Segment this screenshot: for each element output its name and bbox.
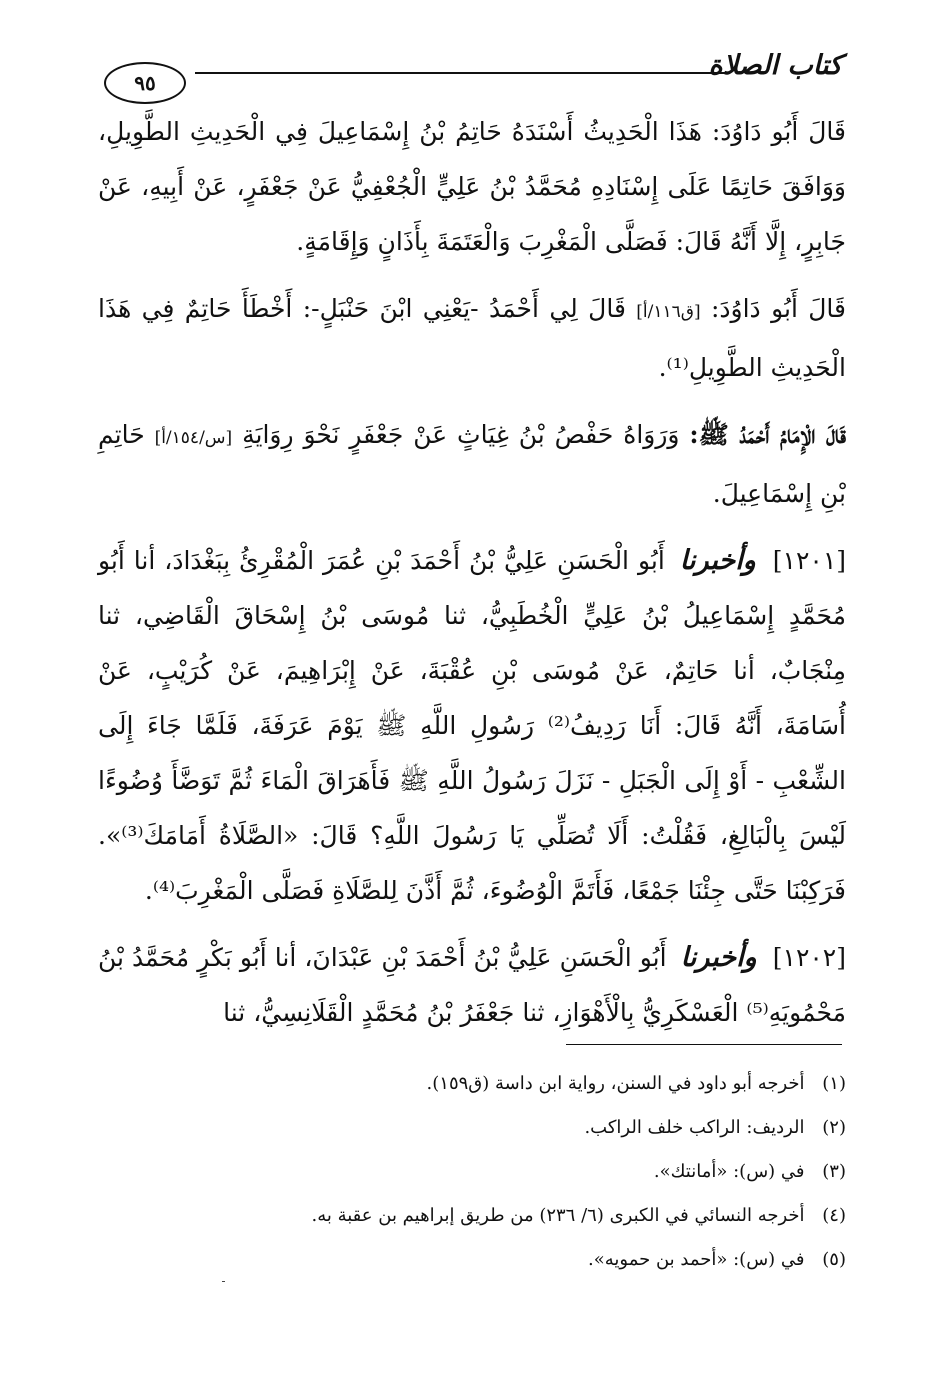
- page-number: ٩٥: [134, 71, 156, 95]
- footnote-number: (٥): [822, 1249, 846, 1270]
- footnote-text: أخرجه النسائي في الكبرى (٦/ ٢٣٦) من طريق إبراهيم بن عقبة به.: [311, 1205, 805, 1226]
- akhbarana-label: وأخبرنا: [679, 545, 756, 576]
- imam-heading: قَالَ الْإِمَامُ أَحْمَدُ ﷺ:: [689, 420, 847, 449]
- footnote-number: (٤): [822, 1205, 846, 1226]
- footnote-item: [98, 1194, 846, 1238]
- page-header: [100, 42, 842, 112]
- footnotes: [98, 1062, 846, 1282]
- manuscript-ref: [ق١١٦/أ]: [636, 302, 701, 322]
- footnote-text: الرديف: الراكب خلف الراكب.: [584, 1117, 805, 1138]
- footnote-separator: [566, 1044, 842, 1045]
- header-rule: [195, 72, 730, 74]
- paragraph-abu-dawud-1: [98, 104, 846, 269]
- footnote-item: [98, 1238, 846, 1282]
- paragraph-lead: قَالَ أَبُو دَاوُدَ:: [710, 294, 846, 323]
- main-text: [98, 104, 846, 1052]
- footnote-text: في (س): «أمانتك».: [653, 1161, 805, 1182]
- hadith-text: أَبُو الْحَسَنِ عَلِيُّ بْنُ أَحْمَدَ بْنِ عُمَرَ الْمُقْرِئُ بِبَغْدَادَ، أنا أَبُو مُحَمَّدٍ إِسْمَاعِيلُ بْنُ عَلِيٍّ الْخُطَبِيُّ، ثنا مُوسَى بْنُ إِسْحَاقَ الْقَاضِي، ثنا مِنْجَابٌ، أنا حَاتِمٌ، عَنْ مُوسَى بْنِ عُقْبَةَ، عَنْ إِبْرَاهِيمَ، عَنْ كُرَيْبٍ، عَنْ أُسَامَةَ، أَنَّهُ قَالَ: أَنَا رَدِيفُ⁽²⁾ رَسُولِ اللَّهِ ﷺ يَوْمَ عَرَفَةَ، فَلَمَّا جَاءَ إِلَى الشِّعْبِ - أَوْ إِلَى الْجَبَلِ - نَزَلَ رَسُولُ اللَّهِ ﷺ فَأَهَرَاقَ الْمَاءَ ثُمَّ تَوَضَّأَ وُضُوءًا لَيْسَ بِالْبَالِغِ، فَقُلْتُ: أَلَا تُصَلِّي يَا رَسُولَ اللَّهِ؟ قَالَ: «الصَّلَاةُ أَمَامَكَ⁽³⁾». فَرَكِبْنَا حَتَّى جِئْنَا جَمْعًا، فَأَتَمَّ الْوُضُوءَ، ثُمَّ أَذَّنَ لِلصَّلَاةِ فَصَلَّى الْمَغْرِبَ⁽⁴⁾.: [98, 546, 846, 905]
- paragraph-imam-ahmad: [98, 407, 846, 521]
- hadith-text: أَبُو الْحَسَنِ عَلِيُّ بْنُ أَحْمَدَ بْنِ عَبْدَانَ، أنا أَبُو بَكْرٍ مُحَمَّدُ بْنُ مَحْمُويَهِ⁽⁵⁾ الْعَسْكَرِيُّ بِالْأَهْوَازِ، ثنا جَعْفَرُ بْنُ مُحَمَّدٍ الْقَلَانِسِيُّ، ثنا: [98, 943, 846, 1027]
- akhbarana-label: وأخبرنا: [680, 942, 757, 973]
- book-title: كتاب الصلاة: [708, 50, 842, 81]
- footnote-number: (٢): [822, 1117, 846, 1138]
- footnote-number: (١): [822, 1073, 846, 1094]
- footnote-number: (٣): [822, 1161, 846, 1182]
- manuscript-ref: [س/١٥٤/أ]: [154, 428, 233, 448]
- paragraph-text: وَرَوَاهُ حَفْصُ بْنُ غِيَاثٍ عَنْ جَعْفَرٍ نَحْوَ رِوَايَةِ: [242, 420, 680, 449]
- paragraph-tail: حَاتِمِ بْنِ إِسْمَاعِيلَ.: [98, 420, 846, 508]
- hadith-number: [١٢٠١]: [772, 546, 847, 575]
- paragraph-text: قَالَ لِي أَحْمَدُ -يَعْنِي ابْنَ حَنْبَلٍ-: أَخْطَأَ حَاتِمٌ فِي هَذَا الْحَدِيثِ الطَّوِيلِ⁽¹⁾.: [98, 294, 846, 382]
- footnote-item: [98, 1106, 846, 1150]
- footnote-item: [98, 1150, 846, 1194]
- paragraph-abu-dawud-2: [98, 281, 846, 395]
- hadith-number: [١٢٠٢]: [772, 943, 846, 972]
- footnote-text: في (س): «أحمد بن حمويه».: [588, 1249, 805, 1270]
- footnote-text: أخرجه أبو داود في السنن، رواية ابن داسة (ق١٥٩).: [426, 1073, 805, 1094]
- paragraph-text: قَالَ أَبُو دَاوُدَ: هَذَا الْحَدِيثُ أَسْنَدَهُ حَاتِمُ بْنُ إِسْمَاعِيلَ فِي الْحَدِيثِ الطَّوِيلِ، وَوَافَقَ حَاتِمًا عَلَى إِسْنَادِهِ مُحَمَّدُ بْنُ عَلِيٍّ الْجُعْفِيُّ عَنْ جَعْفَرٍ، عَنْ أَبِيهِ، عَنْ جَابِرٍ، إِلَّا أَنَّهُ قَالَ: فَصَلَّى الْمَغْرِبَ وَالْعَتَمَةَ بِأَذَانٍ وَإِقَامَةٍ.: [98, 117, 846, 256]
- footnote-item: [98, 1062, 846, 1106]
- scan-speck: [222, 1281, 225, 1282]
- hadith-1201: [98, 533, 846, 918]
- page-number-badge: [104, 62, 186, 104]
- hadith-1202: [98, 930, 846, 1040]
